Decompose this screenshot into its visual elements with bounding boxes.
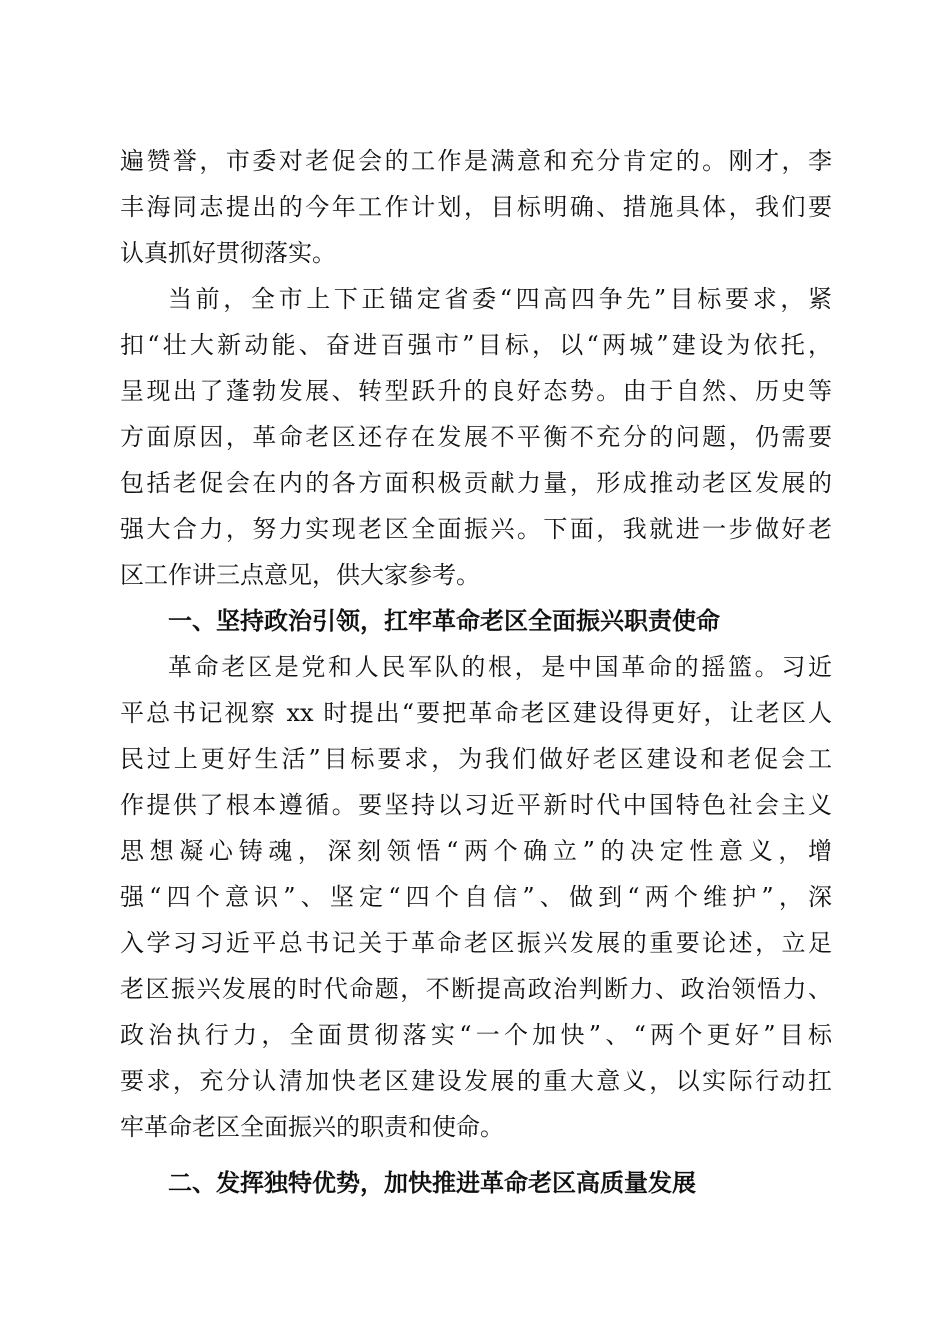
paragraph-2-line-7: 区工作讲三点意见，供大家参考。 — [120, 561, 480, 589]
paragraph-3-line-10: 要求，充分认清加快老区建设发展的重大意义，以实际行动扛 — [120, 1067, 832, 1095]
paragraph-3-line-4: 作提供了根本遵循。要坚持以习近平新时代中国特色社会主义 — [120, 791, 832, 819]
paragraph-2-line-3: 呈现出了蓬勃发展、转型跃升的良好态势。由于自然、历史等 — [120, 377, 832, 405]
paragraph-3-line-7: 入学习习近平总书记关于革命老区振兴发展的重要论述，立足 — [120, 929, 832, 957]
paragraph-3-line-3: 民过上更好生活”目标要求，为我们做好老区建设和老促会工 — [120, 745, 832, 773]
paragraph-3-line-5: 思想凝心铸魂，深刻领悟“两个确立”的决定性意义，增 — [120, 837, 832, 865]
paragraph-1-line-1: 遍赞誉，市委对老促会的工作是满意和充分肯定的。刚才，李 — [120, 147, 832, 175]
paragraph-3-line-8: 老区振兴发展的时代命题，不断提高政治判断力、政治领悟力、 — [120, 975, 832, 1003]
section-heading-1: 一、坚持政治引领，扛牢革命老区全面振兴职责使命 — [168, 607, 720, 635]
paragraph-1-line-3: 认真抓好贯彻落实。 — [120, 239, 336, 267]
paragraph-3-line-2: 平总书记视察 xx 时提出“要把革命老区建设得更好，让老区人 — [120, 699, 832, 727]
paragraph-3-line-11: 牢革命老区全面振兴的职责和使命。 — [120, 1113, 504, 1141]
paragraph-3-line-1: 革命老区是党和人民军队的根，是中国革命的摇篮。习近 — [168, 653, 832, 681]
paragraph-3-line-6: 强“四个意识”、坚定“四个自信”、做到“两个维护”，深 — [120, 883, 832, 911]
paragraph-1-line-2: 丰海同志提出的今年工作计划，目标明确、措施具体，我们要 — [120, 193, 832, 221]
paragraph-2-line-6: 强大合力，努力实现老区全面振兴。下面，我就进一步做好老 — [120, 515, 832, 543]
paragraph-2-line-4: 方面原因，革命老区还存在发展不平衡不充分的问题，仍需要 — [120, 423, 832, 451]
paragraph-2-line-5: 包括老促会在内的各方面积极贡献力量，形成推动老区发展的 — [120, 469, 832, 497]
paragraph-3-line-9: 政治执行力，全面贯彻落实“一个加快”、“两个更好”目标 — [120, 1021, 832, 1049]
paragraph-2-line-1: 当前，全市上下正锚定省委“四高四争先”目标要求，紧 — [168, 285, 832, 313]
paragraph-2-line-2: 扣“壮大新动能、奋进百强市”目标，以“两城”建设为依托， — [120, 331, 832, 359]
section-heading-2: 二、发挥独特优势，加快推进革命老区高质量发展 — [168, 1169, 696, 1197]
